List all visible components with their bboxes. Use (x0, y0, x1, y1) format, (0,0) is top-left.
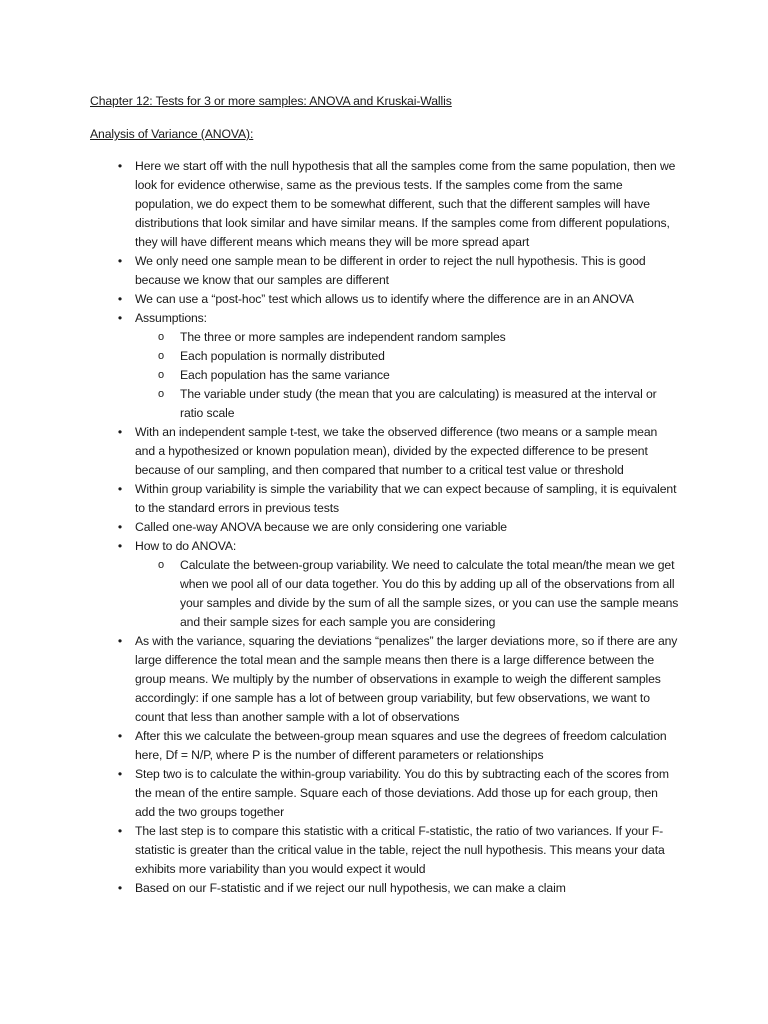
sub-bullet-text: Each population has the same variance (180, 368, 390, 382)
bullet-text: Assumptions: (135, 311, 207, 325)
sub-bullet-list (135, 328, 680, 423)
sub-bullet-text: Calculate the between-group variability. We need to calculate the total mean/the mean we get when we pool all of our data together. You do this by adding up all of the observations from all your samples and divide by the sum of all the sample sizes, or you can use the sample means and their sample sizes for each sample you are considering (180, 558, 679, 629)
bullet-item (90, 480, 680, 518)
document-body (90, 92, 680, 898)
bullet-marker: • (117, 881, 123, 895)
sub-bullet-text: The three or more samples are independent random samples (180, 330, 506, 344)
bullet-text: With an independent sample t-test, we take the observed difference (two means or a sample mean and a hypothesized or known population mean), divided by the expected difference to be present because of our sampling, and then compared that number to a critical test value or threshold (135, 425, 658, 477)
sub-bullet-marker: o (158, 350, 165, 362)
sub-bullet-marker: o (158, 369, 165, 381)
bullet-text: Based on our F-statistic and if we reject our null hypothesis, we can make a claim (135, 881, 566, 895)
bullet-text: Within group variability is simple the variability that we can expect because of sampling, it is equivalent to the standard errors in previous tests (135, 482, 677, 515)
sub-bullet-text: The variable under study (the mean that you are calculating) is measured at the interval or ratio scale (180, 387, 657, 420)
bullet-text: How to do ANOVA: (135, 539, 237, 553)
sub-bullet-item (135, 556, 680, 632)
bullet-marker: • (117, 539, 123, 553)
bullet-marker: • (117, 729, 123, 743)
bullet-marker: • (117, 292, 123, 306)
bullet-marker: • (117, 824, 123, 838)
sub-bullet-list (135, 556, 680, 632)
bullet-text: As with the variance, squaring the deviations “penalizes” the larger deviations more, so if there are any large difference the total mean and the sample means then there is a large difference between the group means. We multiply by the number of observations in example to weigh the different samples accordingly: if one sample has a lot of between group variability, but few observations, we want to count that less than another sample with a lot of observations (135, 634, 678, 724)
sub-bullet-marker: o (158, 388, 165, 400)
bullet-item (90, 537, 680, 632)
bullet-item (90, 157, 680, 252)
bullet-marker: • (117, 159, 123, 173)
bullet-item (90, 765, 680, 822)
bullet-marker: • (117, 767, 123, 781)
bullet-item (90, 290, 680, 309)
bullet-marker: • (117, 634, 123, 648)
bullet-text: Here we start off with the null hypothesis that all the samples come from the same population, then we look for evidence otherwise, same as the previous tests. If the samples come from the same population, we do expect them to be somewhat different, such that the different samples will have distributions that look similar and have similar means. If the samples come from different populations, they will have different means which means they will be more spread apart (135, 159, 676, 249)
bullet-marker: • (117, 520, 123, 534)
bullet-marker: • (117, 482, 123, 496)
bullet-item (90, 727, 680, 765)
bullet-item (90, 518, 680, 537)
chapter-title: Chapter 12: Tests for 3 or more samples: ANOVA and Kruskai-Wallis (90, 94, 452, 108)
sub-bullet-item (135, 366, 680, 385)
bullet-item (90, 309, 680, 423)
bullet-marker: • (117, 311, 123, 325)
bullet-text: Called one-way ANOVA because we are only considering one variable (135, 520, 507, 534)
bullet-item (90, 879, 680, 898)
sub-bullet-marker: o (158, 331, 165, 343)
bullet-marker: • (117, 425, 123, 439)
sub-bullet-text: Each population is normally distributed (180, 349, 385, 363)
sub-bullet-item (135, 385, 680, 423)
sub-bullet-item (135, 347, 680, 366)
section-title: Analysis of Variance (ANOVA): (90, 127, 254, 141)
bullet-item (90, 632, 680, 727)
bullet-list (90, 157, 680, 898)
bullet-text: We can use a “post-hoc” test which allows us to identify where the difference are in an ANOVA (135, 292, 634, 306)
bullet-text: We only need one sample mean to be different in order to reject the null hypothesis. This is good because we know that our samples are different (135, 254, 646, 287)
bullet-text: After this we calculate the between-group mean squares and use the degrees of freedom calculation here, Df = N/P, where P is the number of different parameters or relationships (135, 729, 667, 762)
bullet-marker: • (117, 254, 123, 268)
bullet-text: Step two is to calculate the within-group variability. You do this by subtracting each of the scores from the mean of the entire sample. Square each of those deviations. Add those up for each group, then add the two groups together (135, 767, 669, 819)
sub-bullet-marker: o (158, 559, 165, 571)
bullet-item (90, 252, 680, 290)
bullet-text: The last step is to compare this statistic with a critical F-statistic, the ratio of two variances. If your F-statistic is greater than the critical value in the table, reject the null hypothesis. This means your data exhibits more variability than you would expect it would (135, 824, 665, 876)
bullet-item (90, 423, 680, 480)
sub-bullet-item (135, 328, 680, 347)
bullet-item (90, 822, 680, 879)
